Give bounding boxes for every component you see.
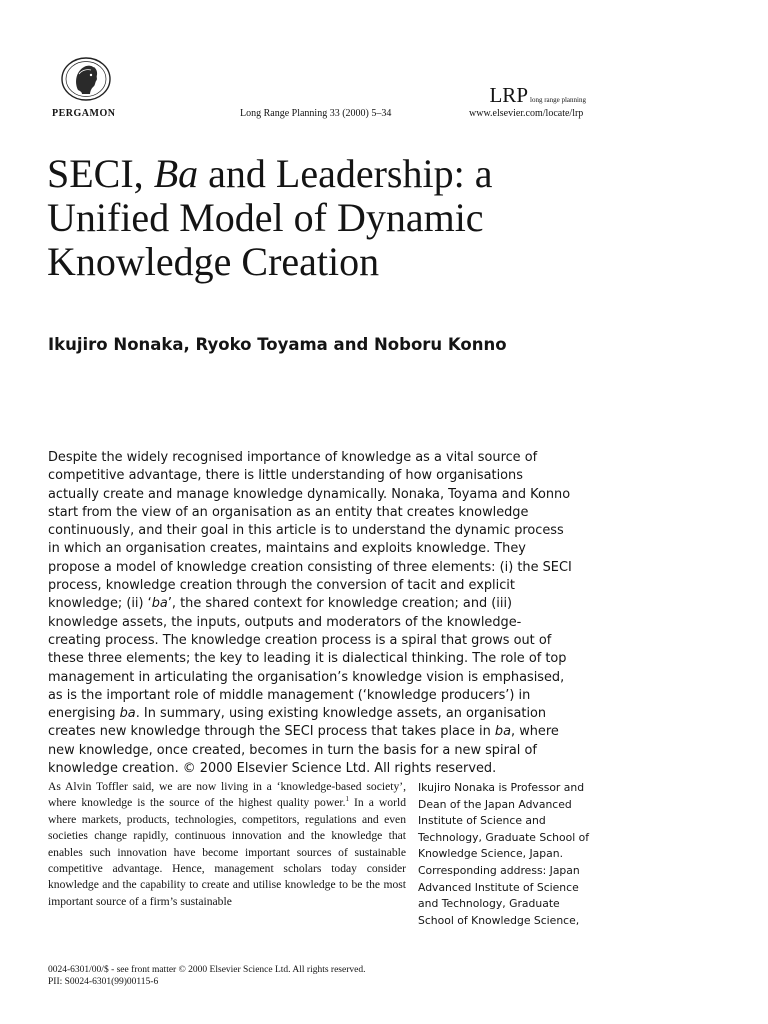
- article-title: [47, 152, 607, 284]
- publisher-name: PERGAMON: [52, 108, 116, 119]
- title-part-1: SECI,: [47, 151, 154, 196]
- pergamon-logo-icon: [60, 56, 112, 102]
- abstract: [48, 449, 572, 778]
- author-bio-sidebar: Ikujiro Nonaka is Professor and Dean of the Japan Advanced Institute of Science and Technology, Graduate School of Knowledge Science, Japan. Corresponding address: Japan Advanced Institute of Science and Technology, Graduate School of Knowledge Science,: [418, 781, 590, 927]
- pii-line: PII: S0024-6301(99)00115-6: [48, 977, 159, 987]
- page-footer: [48, 964, 365, 988]
- journal-mark: [489, 84, 586, 107]
- author-list: Ikujiro Nonaka, Ryoko Toyama and Noboru Konno: [48, 335, 507, 354]
- body-text-1: As Alvin Toffler said, we are now living in a ‘knowledge-based society’, where knowledge is the source of the highest quality power.: [48, 780, 406, 810]
- abstract-italic-ba: ba: [119, 706, 136, 722]
- title-italic-ba: Ba: [153, 151, 199, 196]
- abstract-text-2: ’, the shared context for knowledge creation; and (iii) knowledge assets, the inputs, outputs and moderators of the knowledge-creating process. The knowledge creation process is a spiral that grows out of these three elements; the key to leading it is dialectical thinking. The role of top management in articulating the organisation’s knowledge vision is emphasised, as is the important role of middle management (‘knowledge producers’) in energising: [48, 596, 567, 722]
- abstract-text-4: , where new knowledge, once created, becomes in turn the basis for a new spiral of knowledge creation. © 2000 Elsevier Science Ltd. All rights reserved.: [48, 724, 559, 777]
- journal-reference: Long Range Planning 33 (2000) 5–34: [240, 108, 392, 119]
- footnote-reference[interactable]: 1: [345, 795, 349, 804]
- abstract-text-3: . In summary, using existing knowledge assets, an organisation creates new knowledge through the SECI process that takes place in: [48, 706, 547, 740]
- title-part-2: and Leadership: a Unified Model of Dynamic Knowledge Creation: [47, 151, 493, 284]
- body-paragraph: [48, 779, 406, 910]
- copyright-line: 0024-6301/00/$ - see front matter © 2000 Elsevier Science Ltd. All rights reserved.: [48, 965, 366, 975]
- journal-full-name: long range planning: [530, 96, 586, 104]
- journal-url[interactable]: www.elsevier.com/locate/lrp: [469, 108, 584, 119]
- journal-abbreviation: LRP: [489, 83, 528, 107]
- abstract-italic-ba: ba: [494, 724, 512, 740]
- body-text-2: In a world where markets, products, technologies, competitors, regulations and even societies change rapidly, continuous innovation and the knowledge that enables such innovation have become important sources of sustainable competitive advantage. Hence, management scholars today consider knowledge and the capability to create and utilise knowledge to be the most important source of a firm’s sustainable: [48, 796, 406, 908]
- abstract-italic-ba: ba: [151, 596, 168, 612]
- abstract-text-1: Despite the widely recognised importance of knowledge as a vital source of competitive advantage, there is little understanding of how organisations actually create and manage knowledge dynamically. Nonaka, Toyama and Konno start from the view of an organisation as an entity that creates knowledge continuously, and their goal in this article is to understand the dynamic process in which an organisation creates, maintains and exploits knowledge. They propose a model of knowledge creation consisting of three elements: (i) the SECI process, knowledge creation through the conversion of tacit and explicit knowledge; (ii) ‘: [48, 450, 572, 612]
